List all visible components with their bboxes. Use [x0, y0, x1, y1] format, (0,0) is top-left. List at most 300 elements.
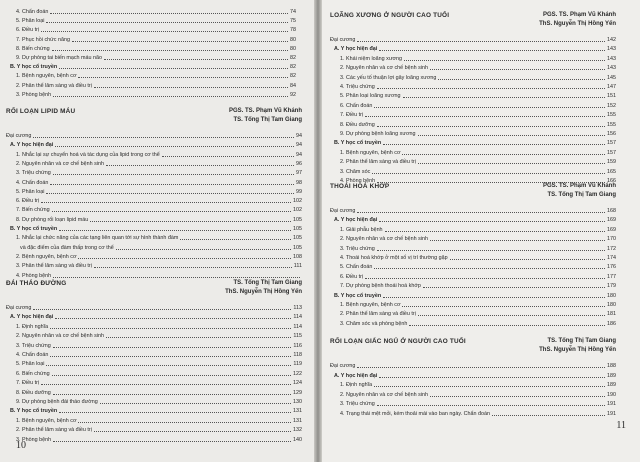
toc-entry-page: 114: [293, 314, 302, 321]
toc-entry-title: 3. Triệu chứng: [340, 401, 375, 408]
dot-leader: [438, 79, 605, 80]
toc-entry-title: A. Y học hiện đại: [334, 217, 378, 224]
toc-entry: [340, 128, 616, 137]
toc-entry-page: 168: [607, 208, 616, 214]
dot-leader: [52, 211, 291, 212]
toc-entry: [16, 195, 302, 204]
toc-entry-title: 4. Triệu chứng: [340, 84, 375, 90]
toc-entry-page: 169: [607, 226, 616, 233]
dot-leader: [59, 230, 291, 231]
dot-leader: [90, 221, 291, 222]
toc-entry: [340, 224, 616, 233]
toc-entry: [16, 34, 296, 43]
toc-entry-title: 6. Biến chứng: [16, 370, 50, 377]
toc-entry: [16, 434, 302, 443]
toc-entry-title: A. Y học hiện đại: [10, 314, 54, 321]
toc-entry-title: 1. Định nghĩa: [16, 323, 49, 330]
toc-entry-page: 82: [290, 55, 296, 61]
toc-entry-title: 1. Giải phẫu bệnh: [340, 226, 383, 233]
toc-entry-title: 1. Nhắc lại sự chuyển hoá và tác dụng của lipid trong cơ thể: [16, 151, 160, 158]
toc-entry: [16, 167, 302, 176]
dot-leader: [59, 412, 291, 413]
toc-entry: [340, 243, 616, 252]
toc-entry-title: 1. Định nghĩa: [340, 382, 373, 389]
toc-entry-title: 7. Điều trị: [16, 380, 40, 387]
toc-entry: [340, 308, 616, 317]
toc-entry-title: 3. Triệu chứng: [340, 245, 375, 252]
toc-entry-title: 9. Dự phòng tai biến mạch máu não: [16, 55, 103, 61]
dot-leader: [53, 394, 291, 395]
toc-entry-page: 102: [293, 207, 302, 214]
toc-entry: [340, 81, 616, 90]
toc-entry-page: 151: [607, 93, 616, 100]
toc-entry-page: 130: [293, 399, 302, 405]
dot-leader: [53, 174, 294, 175]
dot-leader: [46, 193, 294, 194]
toc-entry-page: 157: [607, 149, 616, 156]
toc-entry-title: Đại cương: [330, 37, 356, 43]
toc-entry-title: 1. Bệnh nguyên, bệnh cơ: [340, 149, 401, 156]
toc-entry-title: 3. Triệu chứng: [16, 170, 51, 177]
dot-leader: [50, 356, 291, 357]
toc-entry-title: 2. Nguyên nhân và cơ chế bệnh sinh: [16, 160, 105, 167]
dot-leader: [72, 41, 288, 42]
dot-leader: [377, 126, 605, 127]
toc-entry: [340, 280, 616, 289]
toc-entry-title: 3. Phòng bệnh: [16, 436, 52, 443]
toc-entry-page: 113: [293, 305, 302, 311]
toc-entry: [340, 90, 616, 99]
toc-entry-title: 2. Nguyên nhân và cơ chế bệnh sinh: [340, 236, 429, 243]
toc-entry: [340, 147, 616, 156]
toc-entry-title: 1. Bệnh nguyên, bệnh cơ: [16, 417, 77, 424]
toc-entry-page: 119: [293, 361, 302, 368]
toc-entry-page: 102: [293, 198, 302, 205]
dot-leader: [430, 396, 605, 397]
toc-entry: [16, 6, 296, 15]
toc-entry: [10, 139, 302, 148]
dot-leader: [106, 165, 294, 166]
toc-entry: [16, 424, 302, 433]
toc-entry: [16, 321, 302, 330]
dot-leader: [33, 137, 294, 138]
toc-entry-page: 80: [290, 45, 296, 52]
toc-entry: [16, 24, 296, 33]
toc-entry: [10, 405, 302, 414]
toc-entry: [16, 358, 302, 367]
toc-entry: [16, 204, 302, 213]
toc-entry-title: 9. Dự phòng bệnh loãng xương: [340, 131, 416, 137]
toc-entry-page: 132: [293, 427, 302, 434]
toc-entry: [10, 61, 296, 70]
toc-entry-title: 3. Triệu chứng: [16, 342, 51, 349]
toc-entry-page: 82: [290, 64, 296, 71]
toc-entry: [340, 119, 616, 128]
toc-entry-page: 105: [293, 216, 302, 223]
toc-entry-title: 9. Dự phòng bệnh đái tháo đường: [16, 399, 98, 405]
dot-leader: [374, 107, 605, 108]
dot-leader: [404, 60, 605, 61]
dot-leader: [365, 278, 605, 279]
toc-entry-page: 143: [607, 46, 616, 53]
dot-leader: [374, 386, 605, 387]
dot-leader: [106, 337, 291, 338]
toc-entry-title: Đại cương: [330, 208, 356, 214]
toc-entry-page: 180: [607, 302, 616, 308]
toc-entry-page: 74: [290, 9, 296, 15]
toc-entry-title: 6. Điều trị: [340, 273, 364, 280]
right-page: [318, 0, 640, 462]
toc-entry-title: 8. Dự phòng rối loạn lipid máu: [16, 216, 89, 223]
section-author: TS. Tống Thị Tam Giang: [233, 117, 302, 123]
toc-entry: [16, 387, 302, 396]
dot-leader: [379, 50, 605, 51]
toc-entry: [16, 377, 302, 386]
toc-entry-page: 124: [293, 380, 302, 387]
toc-entry-title: 4. Chẩn đoán: [16, 9, 49, 15]
toc-entry: [340, 72, 616, 81]
section-author: PGS. TS. Phạm Vũ Khánh: [542, 183, 616, 189]
toc-entry-page: 94: [296, 142, 302, 149]
dot-leader: [418, 135, 606, 136]
dot-leader: [41, 31, 288, 32]
toc-entry: [340, 100, 616, 109]
toc-entry-page: 118: [293, 352, 302, 358]
toc-entry-page: 156: [607, 131, 616, 137]
toc-entry-title: A. Y học hiện đại: [10, 142, 54, 149]
dot-leader: [116, 249, 291, 250]
section-author: ThS. Nguyễn Thị Hồng Yến: [539, 21, 616, 27]
dot-leader: [78, 77, 288, 78]
dot-leader: [53, 441, 291, 442]
toc-entry: [340, 398, 616, 407]
toc-entry-page: 80: [290, 36, 296, 43]
dot-leader: [377, 250, 605, 251]
toc-entry-title: A. Y học hiện đại: [334, 46, 378, 53]
toc-entry-title: 2. Nguyên nhân và cơ chế bệnh sinh: [340, 391, 429, 398]
toc-entry-page: 143: [607, 65, 616, 72]
toc-entry: [16, 43, 296, 52]
toc-entry-title: 3. Chăm sóc và phòng bệnh: [340, 320, 408, 327]
toc-entry: [16, 214, 302, 223]
toc-entry: [340, 299, 616, 308]
toc-entry-page: 159: [607, 159, 616, 166]
toc-entry-title: 6. Chẩn đoán: [340, 102, 373, 109]
toc-entry-page: 82: [290, 73, 296, 80]
dot-leader: [379, 221, 605, 222]
dot-leader: [41, 384, 291, 385]
toc-entry-title: B. Y học cổ truyền: [10, 64, 58, 71]
toc-entry-page: 157: [607, 140, 616, 147]
toc-entry-page: 180: [607, 292, 616, 299]
toc-entry: [16, 251, 302, 260]
toc-entry: [340, 62, 616, 71]
toc-entry-page: 191: [607, 401, 616, 408]
toc-entry-title: 1. Nhắc lại chức năng của các tạng liên quan tới sự hình thành đàm: [16, 235, 179, 242]
toc-entry: [16, 232, 302, 241]
toc-entry: [16, 80, 296, 89]
toc-entry: [340, 233, 616, 242]
dot-leader: [492, 415, 605, 416]
toc-entry-page: 114: [293, 323, 302, 330]
dot-leader: [55, 146, 294, 147]
toc-entry-page: 105: [293, 235, 302, 242]
toc-entry-page: 174: [607, 255, 616, 261]
toc-entry-title: 7. Biến chứng: [16, 207, 50, 214]
dot-leader: [377, 88, 605, 89]
toc-entry-page: 116: [293, 342, 302, 349]
dot-leader: [377, 405, 605, 406]
toc-entry-title: 4. Phòng bệnh: [16, 272, 52, 279]
dot-leader: [94, 431, 291, 432]
dot-leader: [365, 116, 605, 117]
section-author: TS. Tống Thị Tam Giang: [233, 280, 302, 286]
toc-entry-page: 176: [607, 264, 616, 271]
section-title: LOÃNG XƯƠNG Ở NGƯỜI CAO TUỔI: [330, 12, 450, 19]
toc-entry-page: 98: [296, 179, 302, 186]
left-page: [0, 0, 318, 462]
toc-entry-title: 8. Điều dưỡng: [340, 121, 375, 128]
toc-entry-page: 170: [607, 236, 616, 243]
toc-entry-page: 122: [293, 370, 302, 377]
dot-leader: [418, 315, 605, 316]
toc-entry-title: 6. Điều trị: [16, 27, 40, 34]
toc-entry-page: 129: [293, 389, 302, 396]
section-title: THOÁI HOÁ KHỚP: [330, 183, 390, 190]
dot-leader: [372, 173, 605, 174]
toc-entry: [334, 290, 616, 299]
toc-entry-title: 4. Trạng thái mệt mỏi, kém thoải mái vào ban ngày. Chẩn đoán: [340, 411, 491, 417]
toc-entry: [16, 186, 302, 195]
dot-leader: [46, 22, 288, 23]
toc-entry: [330, 34, 616, 43]
dot-leader: [180, 239, 291, 240]
toc-entry-title: Đại cương: [6, 305, 32, 311]
toc-entry: [10, 311, 302, 320]
toc-entry-page: 115: [293, 333, 302, 340]
dot-leader: [41, 202, 291, 203]
dot-leader: [357, 367, 605, 368]
toc-entry-page: 111: [293, 263, 302, 270]
toc-entry: [16, 396, 302, 405]
toc-entry-title: 3. Phòng bệnh: [16, 91, 52, 98]
dot-leader: [357, 41, 605, 42]
toc-entry-page: 186: [607, 320, 616, 327]
toc-entry-page: 105: [293, 244, 302, 251]
toc-entry-page: 99: [296, 188, 302, 195]
toc-entry-page: 84: [290, 82, 296, 89]
toc-entry-page: 105: [293, 226, 302, 232]
toc-entry: [340, 53, 616, 62]
dot-leader: [53, 277, 300, 278]
toc-entry: [340, 379, 616, 388]
toc-entry: [340, 271, 616, 280]
toc-entry: [16, 415, 302, 424]
dot-leader: [52, 50, 288, 51]
toc-entry-page: 152: [607, 102, 616, 109]
toc-entry: [330, 360, 616, 369]
toc-entry: [16, 15, 296, 24]
section-author: TS. Tống Thị Tam Giang: [547, 338, 616, 344]
dot-leader: [403, 97, 606, 98]
dot-leader: [402, 306, 605, 307]
toc-entry: [6, 302, 302, 311]
toc-entry-title: A. Y học hiện đại: [334, 372, 378, 379]
toc-entry-title: 2. Phân thể lâm sàng và điều trị: [340, 311, 416, 318]
dot-leader: [423, 287, 605, 288]
toc-entry-page: 131: [293, 417, 302, 424]
toc-entry: [16, 260, 302, 269]
book-gutter: [314, 0, 322, 462]
toc-entry-title: 3. Các yếu tố thuận lợi gây loãng xương: [340, 74, 437, 81]
toc-entry-page: 92: [290, 91, 296, 98]
toc-entry: [16, 340, 302, 349]
toc-entry-title: 2. Bệnh nguyên, bệnh cơ: [16, 253, 77, 260]
dot-leader: [94, 87, 288, 88]
toc-entry-title: 7. Dự phòng bệnh thoái hoá khớp: [340, 283, 421, 290]
toc-entry-page: 94: [296, 133, 302, 139]
toc-entry: [340, 156, 616, 165]
dot-leader: [50, 13, 288, 14]
toc-entry-title: 5. Phân loại: [16, 361, 45, 368]
toc-entry: [16, 177, 302, 186]
dot-leader: [383, 297, 605, 298]
dot-leader: [104, 59, 288, 60]
toc-entry-title: 5. Chẩn đoán: [340, 264, 373, 271]
toc-entry: [340, 389, 616, 398]
dot-leader: [33, 309, 291, 310]
toc-entry: [16, 70, 296, 79]
toc-entry-page: 143: [607, 55, 616, 62]
toc-entry-title: 2. Phân thể lâm sàng và điều trị: [16, 427, 92, 434]
toc-entry-title: 8. Điều dưỡng: [16, 389, 51, 396]
dot-leader: [78, 422, 291, 423]
toc-entry-title: 2. Nguyên nhân và cơ chế bệnh sinh: [340, 65, 429, 72]
toc-entry-title: 1. Bệnh nguyên, bệnh cơ: [16, 73, 77, 80]
toc-entry: [340, 109, 616, 118]
dot-leader: [55, 318, 291, 319]
toc-entry-page: 181: [607, 311, 616, 318]
section-author: ThS. Nguyễn Thị Hồng Yến: [225, 289, 302, 295]
dot-leader: [402, 154, 605, 155]
toc-entry-page: 188: [607, 363, 616, 369]
dot-leader: [418, 163, 605, 164]
toc-entry-title: và đặc điểm của đàm thấp trong cơ thể: [20, 244, 114, 251]
dot-leader: [46, 365, 291, 366]
toc-entry-page: 172: [607, 245, 616, 252]
toc-entry-page: 155: [607, 112, 616, 119]
page-number: 10: [16, 440, 26, 451]
dot-leader: [59, 68, 288, 69]
section-author: ThS. Nguyễn Thị Hồng Yến: [539, 347, 616, 353]
toc-entry: [340, 261, 616, 270]
toc-entry: [340, 166, 616, 175]
toc-entry-page: 147: [607, 84, 616, 90]
toc-entry-page: 190: [607, 391, 616, 398]
toc-entry-title: 5. Phân loại loãng xương: [340, 93, 401, 100]
dot-leader: [53, 96, 288, 97]
dot-leader: [100, 403, 291, 404]
toc-entry: [334, 43, 616, 52]
toc-entry: [340, 408, 616, 417]
toc-entry: [340, 318, 616, 327]
toc-entry-title: Đại cương: [330, 363, 356, 369]
toc-entry: [334, 137, 616, 146]
toc-entry: [340, 252, 616, 261]
dot-leader: [450, 259, 605, 260]
toc-entry-title: 1. Khái niệm loãng xương: [340, 55, 402, 62]
dot-leader: [385, 231, 605, 232]
dot-leader: [94, 267, 292, 268]
toc-entry-page: 142: [607, 37, 616, 43]
toc-entry: [16, 349, 302, 358]
toc-entry: [16, 368, 302, 377]
toc-entry-title: B. Y học cổ truyền: [334, 292, 382, 299]
toc-entry: [16, 89, 296, 98]
toc-entry-title: 5. Phân loại: [16, 188, 45, 195]
section-title: ĐÁI THÁO ĐƯỜNG: [6, 280, 67, 287]
toc-entry-title: 4. Chẩn đoán: [16, 179, 49, 186]
section-title: RỐI LOẠN LIPID MÁU: [6, 108, 76, 115]
dot-leader: [50, 328, 291, 329]
dot-leader: [430, 240, 605, 241]
toc-entry-title: 3. Chăm sóc: [340, 168, 371, 175]
toc-entry-page: 165: [607, 168, 616, 175]
dot-leader: [430, 69, 605, 70]
toc-entry-page: 96: [296, 160, 302, 167]
toc-entry: [20, 242, 302, 251]
toc-entry-page: 94: [296, 151, 302, 158]
toc-entry: [16, 52, 296, 61]
toc-entry: [334, 214, 616, 223]
toc-entry: [16, 330, 302, 339]
toc-entry-title: 6. Điều trị: [16, 198, 40, 205]
toc-entry: [6, 130, 302, 139]
toc-entry-title: 2. Phân thể lâm sàng và điều trị: [340, 159, 416, 166]
toc-entry-page: 179: [607, 283, 616, 290]
page-number: 11: [616, 420, 626, 431]
toc-entry-title: B. Y học cổ truyền: [334, 140, 382, 147]
toc-entry-page: 191: [607, 411, 616, 417]
toc-entry: [330, 205, 616, 214]
toc-entry-page: 177: [607, 273, 616, 280]
dot-leader: [383, 144, 605, 145]
toc-entry-title: 2. Nguyên nhân và cơ chế bệnh sinh: [16, 333, 105, 340]
toc-entry-page: 189: [607, 372, 616, 379]
toc-entry: [16, 149, 302, 158]
section-author: PGS. TS. Phạm Vũ Khánh: [228, 108, 302, 114]
toc-entry-title: Đại cương: [6, 133, 32, 139]
toc-entry-title: 7. Phục hồi chức năng: [16, 36, 70, 43]
dot-leader: [52, 375, 291, 376]
toc-entry-page: 97: [296, 170, 302, 177]
toc-entry-page: 155: [607, 121, 616, 128]
dot-leader: [409, 325, 605, 326]
toc-entry-title: 4. Thoái hoá khớp ở một số vị trí thường gặp: [340, 255, 448, 261]
toc-entry-title: 3. Phân thể lâm sàng và điều trị: [16, 263, 92, 270]
dot-leader: [78, 258, 291, 259]
dot-leader: [50, 184, 294, 185]
dot-leader: [374, 268, 605, 269]
toc-entry-page: 145: [607, 74, 616, 81]
toc-entry-title: 1. Bệnh nguyên, bệnh cơ: [340, 302, 401, 308]
toc-entry: [16, 270, 302, 279]
dot-leader: [162, 156, 294, 157]
dot-leader: [53, 347, 292, 348]
toc-entry: [10, 223, 302, 232]
toc-entry-title: B. Y học cổ truyền: [10, 408, 58, 415]
toc-entry: [334, 370, 616, 379]
